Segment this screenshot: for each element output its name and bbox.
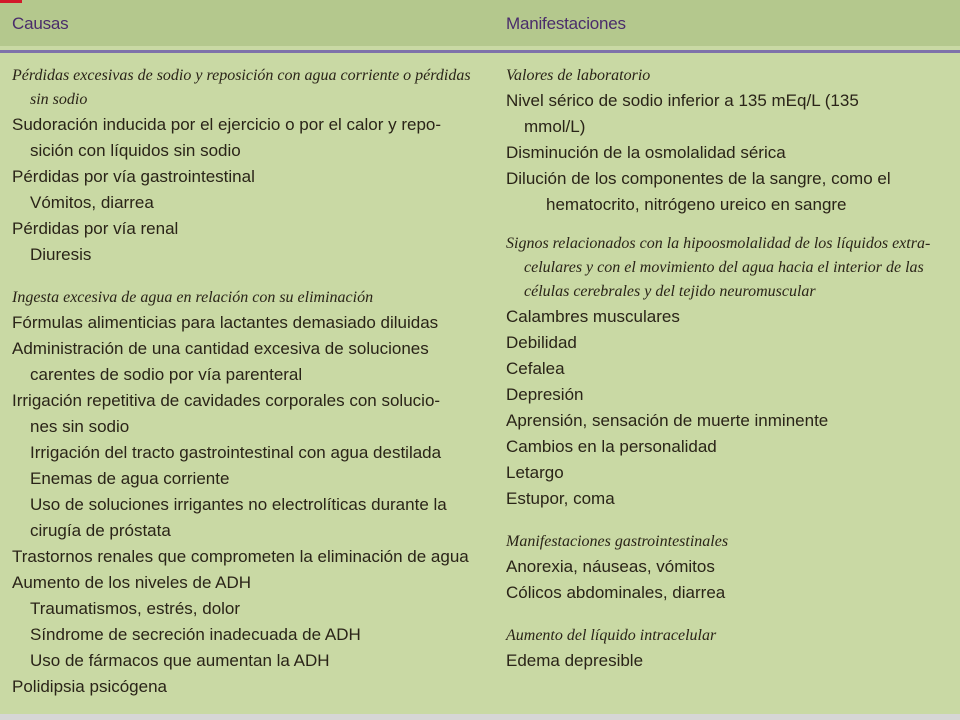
list-item: sición con líquidos sin sodio: [30, 141, 241, 160]
list-item: Sudoración inducida por el ejercicio o por el calor y repo-: [12, 115, 442, 134]
list-item: Dilución de los componentes de la sangre, como el: [506, 169, 891, 188]
list-item: hematocrito, nitrógeno ureico en sangre: [546, 195, 847, 214]
list-item: Irrigación del tracto gastrointestinal con agua destilada: [30, 443, 442, 462]
section-title: Ingesta excesiva de agua en relación con su eliminación: [12, 289, 374, 306]
list-item: Letargo: [506, 463, 564, 482]
section-title: células cerebrales y del tejido neuromuscular: [524, 283, 816, 300]
causas-column: [12, 64, 482, 700]
list-item: Aumento de los niveles de ADH: [12, 573, 252, 592]
header-manifestaciones: Manifestaciones: [506, 14, 626, 33]
list-item: Trastornos renales que comprometen la eliminación de agua: [12, 547, 469, 566]
list-item: Cefalea: [506, 359, 565, 378]
header-divider: [0, 50, 960, 53]
table-header: [0, 0, 960, 46]
list-item: Pérdidas por vía renal: [12, 219, 179, 238]
section-title: celulares y con el movimiento del agua hacia el interior de las: [524, 259, 924, 276]
list-item: Traumatismos, estrés, dolor: [30, 599, 241, 618]
header-causas: Causas: [12, 14, 69, 33]
list-item: Administración de una cantidad excesiva de soluciones: [12, 339, 429, 358]
list-item: carentes de sodio por vía parenteral: [30, 365, 303, 384]
list-item: Aprensión, sensación de muerte inminente: [506, 411, 829, 430]
section-title: sin sodio: [30, 91, 88, 108]
list-item: Fórmulas alimenticias para lactantes demasiado diluidas: [12, 313, 439, 332]
list-item: Depresión: [506, 385, 584, 404]
list-item: Síndrome de secreción inadecuada de ADH: [30, 625, 361, 644]
list-item: Enemas de agua corriente: [30, 469, 230, 488]
list-item: nes sin sodio: [30, 417, 130, 436]
list-item: Pérdidas por vía gastrointestinal: [12, 167, 255, 186]
list-item: Uso de soluciones irrigantes no electrolíticas durante la: [30, 495, 447, 514]
list-item: Disminución de la osmolalidad sérica: [506, 143, 786, 162]
section-title: Valores de laboratorio: [506, 67, 651, 84]
list-item: Calambres musculares: [506, 307, 680, 326]
section-title: Pérdidas excesivas de sodio y reposición con agua corriente o pérdidas: [12, 67, 471, 84]
list-item: Edema depresible: [506, 651, 644, 670]
manifestaciones-column: [506, 64, 946, 674]
list-item: Irrigación repetitiva de cavidades corporales con solucio-: [12, 391, 441, 410]
list-item: Cólicos abdominales, diarrea: [506, 583, 726, 602]
list-item: Uso de fármacos que aumentan la ADH: [30, 651, 330, 670]
list-item: Polidipsia psicógena: [12, 677, 167, 696]
list-item: Vómitos, diarrea: [30, 193, 154, 212]
list-item: Debilidad: [506, 333, 577, 352]
list-item: mmol/L): [524, 117, 586, 136]
list-item: Diuresis: [30, 245, 92, 264]
section-title: Manifestaciones gastrointestinales: [506, 533, 729, 550]
list-item: Nivel sérico de sodio inferior a 135 mEq/L (135: [506, 91, 859, 110]
list-item: Anorexia, náuseas, vómitos: [506, 557, 715, 576]
corner-mark: [0, 0, 22, 3]
section-title: Aumento del líquido intracelular: [506, 627, 717, 644]
list-item: Cambios en la personalidad: [506, 437, 717, 456]
list-item: Estupor, coma: [506, 489, 615, 508]
bottom-band: [0, 714, 960, 720]
list-item: cirugía de próstata: [30, 521, 171, 540]
section-title: Signos relacionados con la hipoosmolalidad de los líquidos extra-: [506, 235, 931, 252]
